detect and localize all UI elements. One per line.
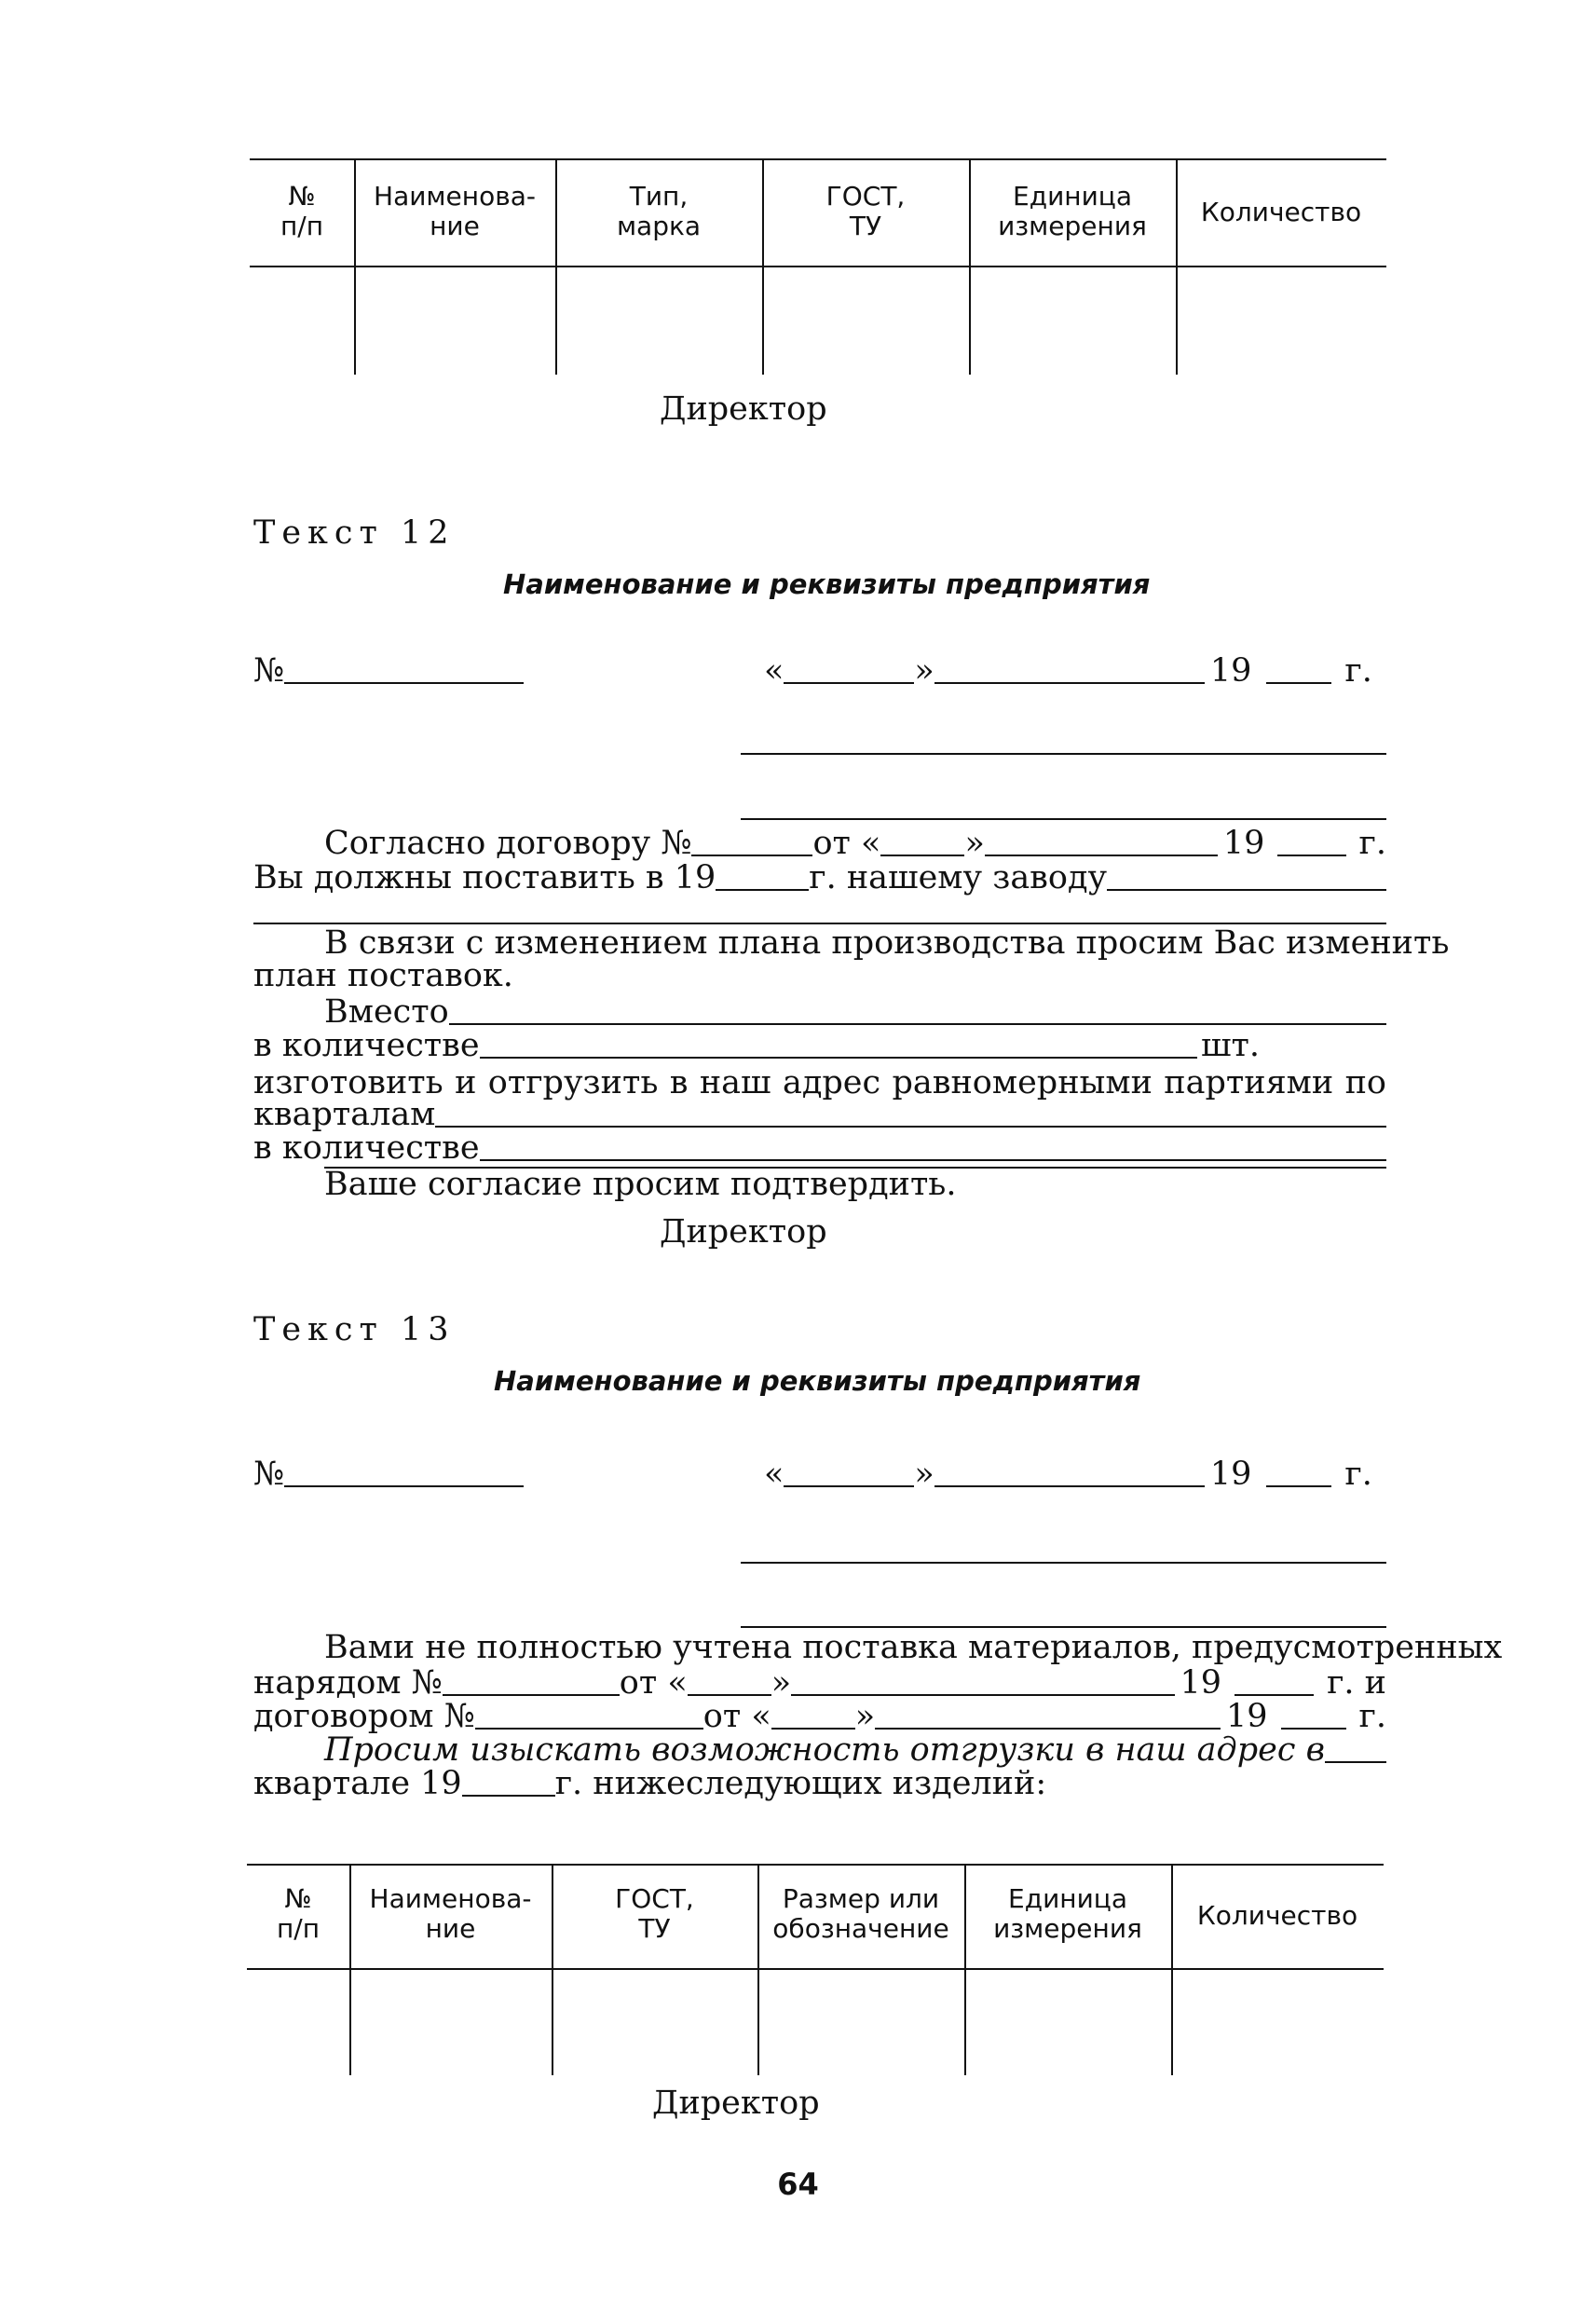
request-label: Просим изыскать возможность отгрузки в наш адрес в bbox=[324, 1731, 1325, 1769]
director-signature-3: Директор bbox=[652, 2085, 820, 2122]
table-2-header-gost: ГОСТ, ТУ bbox=[615, 1883, 694, 1945]
blank-line bbox=[475, 1728, 703, 1730]
right-quote: » bbox=[771, 1664, 792, 1702]
text-12-confirm-request: Ваше согласие просим подтвердить. bbox=[324, 1166, 957, 1203]
table-2-header-number: № п/п bbox=[276, 1883, 321, 1945]
instead-label: Вместо bbox=[324, 993, 449, 1031]
blank-line bbox=[1235, 1694, 1314, 1696]
table-1-header-name: Наименова- ние bbox=[374, 181, 536, 242]
blank-line bbox=[462, 1795, 555, 1797]
text-13-paragraph-line-1: Вами не полностью учтена поставка материалов, предусмотренных bbox=[324, 1629, 1503, 1666]
right-quote: » bbox=[914, 652, 934, 690]
number-label: № bbox=[253, 1456, 285, 1493]
text-12-quantity-field bbox=[253, 1027, 1260, 1064]
text-12-contract-line bbox=[324, 825, 1386, 862]
table-1-header-rule bbox=[250, 266, 1386, 267]
year-prefix: 19 bbox=[1180, 1664, 1222, 1702]
blank-line bbox=[449, 1023, 1386, 1025]
year-prefix: 19 bbox=[1225, 1698, 1268, 1735]
text-12-paragraph-line-1: В связи с изменением плана производства просим Вас изменить bbox=[324, 924, 1450, 962]
table-1-header-quantity: Количество bbox=[1200, 197, 1362, 227]
text-12-quarters-field bbox=[253, 1096, 1386, 1133]
contract-label: договором № bbox=[253, 1698, 475, 1735]
table-1-header-gost: ГОСТ, ТУ bbox=[825, 181, 906, 242]
number-label: № bbox=[253, 652, 285, 690]
blank-line bbox=[1107, 889, 1386, 891]
blank-line bbox=[435, 1126, 1386, 1128]
text-13-number-field bbox=[253, 1456, 524, 1493]
table-2-header-size: Размер или обозначение bbox=[772, 1883, 949, 1945]
right-quote: » bbox=[964, 825, 985, 862]
year-prefix: 19 bbox=[1209, 652, 1252, 690]
text-13-date-field bbox=[764, 1456, 1386, 1493]
text-13-order-line bbox=[253, 1664, 1386, 1702]
table-2-header-rule bbox=[247, 1968, 1384, 1970]
year-prefix: 19 bbox=[1222, 825, 1265, 862]
right-quote: » bbox=[854, 1698, 876, 1735]
director-signature-2: Директор bbox=[660, 1213, 827, 1251]
text-12-number-field bbox=[253, 652, 524, 690]
text-12-quantity-field-2 bbox=[253, 1129, 1386, 1167]
blank-line bbox=[771, 1728, 855, 1730]
right-quote: » bbox=[914, 1456, 934, 1493]
addressee-line bbox=[741, 753, 1386, 755]
blank-line bbox=[1277, 855, 1345, 856]
table-1-top-rule bbox=[250, 158, 1386, 160]
text-12-title: Текст 12 bbox=[253, 514, 456, 552]
blank-line bbox=[1266, 1485, 1331, 1487]
blank-line bbox=[934, 682, 1205, 684]
table-1-header-type: Тип, марка bbox=[616, 181, 702, 242]
table-2-divider bbox=[1171, 1866, 1173, 2075]
table-1-header-number: № п/п bbox=[280, 181, 324, 242]
addressee-line bbox=[741, 818, 1386, 820]
table-2-header-unit: Единица измерения bbox=[993, 1883, 1142, 1945]
blank-line bbox=[880, 855, 964, 856]
table-1-divider bbox=[1176, 160, 1178, 375]
from-label: от « bbox=[812, 825, 881, 862]
table-2-top-rule bbox=[247, 1864, 1384, 1866]
blank-line bbox=[691, 855, 812, 856]
blank-line bbox=[1266, 682, 1331, 684]
contract-label: Согласно договору № bbox=[324, 825, 692, 862]
text-13-quarter-line bbox=[253, 1765, 1047, 1802]
quarters-label: кварталам bbox=[253, 1096, 436, 1133]
items-label: г. нижеследующих изделий: bbox=[554, 1765, 1047, 1802]
year-suffix: г. bbox=[1344, 1456, 1372, 1493]
blank-line bbox=[985, 855, 1218, 856]
text-12-org-heading: Наименование и реквизиты предприятия bbox=[503, 568, 1151, 600]
blank-line bbox=[480, 1057, 1197, 1059]
blank-line bbox=[688, 1694, 771, 1696]
text-13-contract-line bbox=[253, 1698, 1386, 1735]
quantity-label: в количестве bbox=[253, 1027, 480, 1064]
text-12-date-field bbox=[764, 652, 1386, 690]
blank-line bbox=[784, 682, 914, 684]
blank-line bbox=[934, 1485, 1205, 1487]
text-13-org-heading: Наименование и реквизиты предприятия bbox=[494, 1365, 1141, 1397]
blank-line bbox=[875, 1728, 1221, 1730]
left-quote: « bbox=[764, 1456, 784, 1493]
order-label: нарядом № bbox=[253, 1664, 443, 1702]
blank-line bbox=[784, 1485, 914, 1487]
year-suffix: г. и bbox=[1327, 1664, 1386, 1702]
text-13-title: Текст 13 bbox=[253, 1311, 456, 1348]
blank-line bbox=[791, 1694, 1174, 1696]
blank-line bbox=[1325, 1761, 1386, 1763]
addressee-line bbox=[741, 1562, 1386, 1564]
addressee-line bbox=[741, 1626, 1386, 1628]
text-12-supply-line bbox=[253, 859, 1386, 896]
from-label: от « bbox=[619, 1664, 688, 1702]
blank-line bbox=[284, 1485, 524, 1487]
supply-label: Вы должны поставить в 19 bbox=[253, 859, 716, 896]
plant-label: г. нашему заводу bbox=[809, 859, 1108, 896]
quarter-label: квартале 19 bbox=[253, 1765, 462, 1802]
page-number: 64 bbox=[777, 2167, 819, 2202]
table-1-header-unit: Единица измерения bbox=[998, 181, 1147, 242]
director-signature-1: Директор bbox=[660, 390, 827, 428]
year-suffix: г. bbox=[1358, 825, 1386, 862]
year-prefix: 19 bbox=[1209, 1456, 1252, 1493]
pieces-label: шт. bbox=[1200, 1027, 1260, 1064]
table-2-header-quantity: Количество bbox=[1196, 1900, 1358, 1931]
from-label: от « bbox=[703, 1698, 771, 1735]
left-quote: « bbox=[764, 652, 784, 690]
blank-line bbox=[480, 1159, 1386, 1161]
text-12-produce-line: изготовить и отгрузить в наш адрес равномерными партиями по bbox=[253, 1064, 1386, 1101]
text-13-request-line bbox=[324, 1731, 1386, 1769]
blank-line bbox=[443, 1694, 620, 1696]
year-suffix: г. bbox=[1344, 652, 1372, 690]
quantity-label: в количестве bbox=[253, 1129, 480, 1167]
year-suffix: г. bbox=[1358, 1698, 1386, 1735]
text-12-paragraph-line-2: план поставок. bbox=[253, 957, 513, 994]
table-2-header-name: Наименова- ние bbox=[369, 1883, 532, 1945]
blank-line bbox=[716, 889, 809, 891]
text-12-instead-field bbox=[324, 993, 1386, 1031]
blank-line bbox=[284, 682, 524, 684]
blank-line bbox=[1281, 1728, 1346, 1730]
